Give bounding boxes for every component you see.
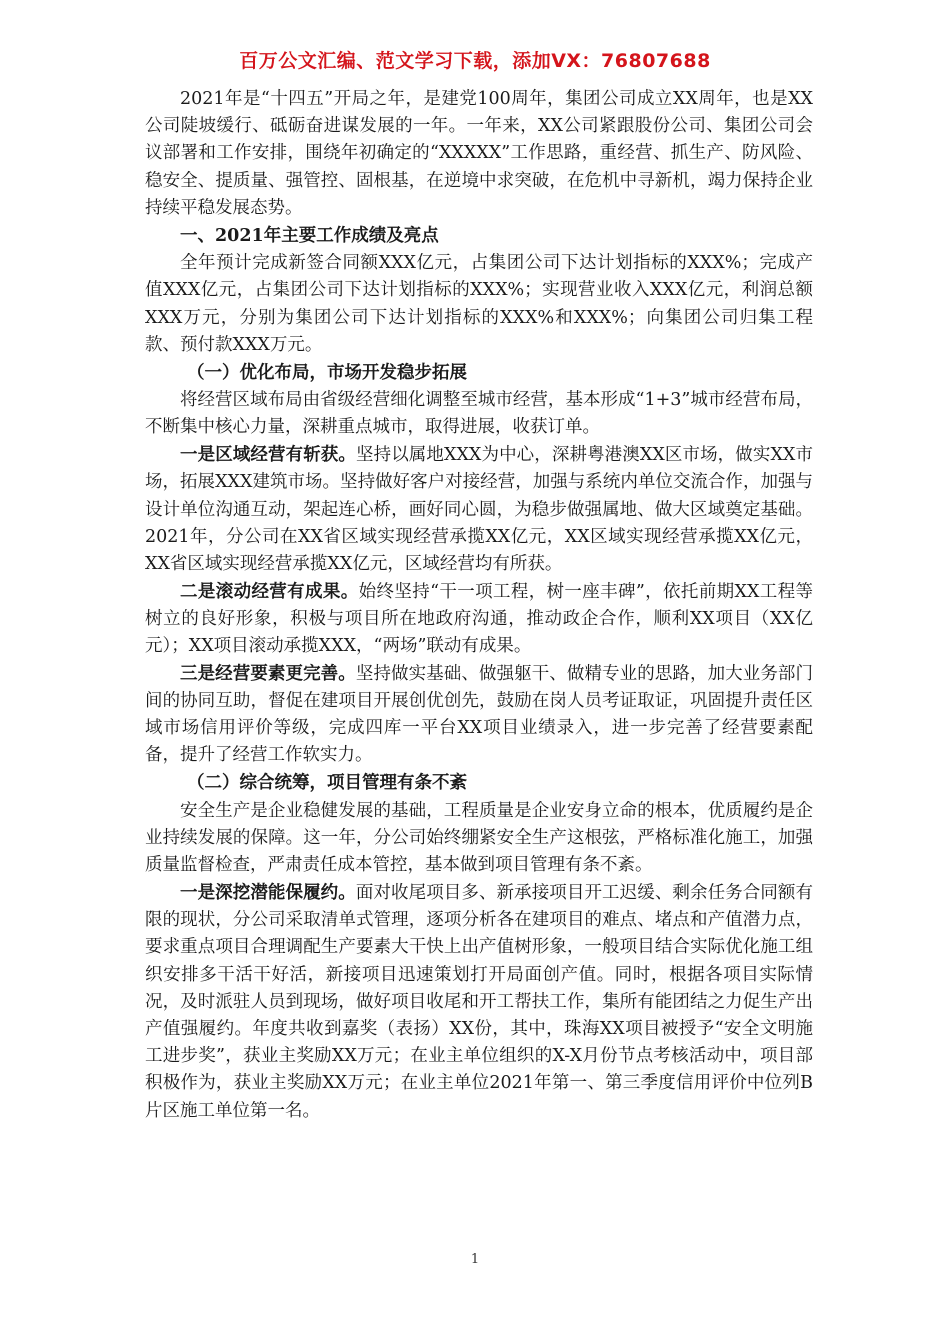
point-rolling-business xyxy=(145,579,813,661)
intro-paragraph: 2021年是“十四五”开局之年，是建党100周年，集团公司成立XX周年，也是XX公司陡坡缓行、砥砺奋进谋发展的一年。一年来，XX公司紧跟股份公司、集团公司会议部署和工作安排，围绕年初确定的“XXXXX”工作思路，重经营、抓生产、防风险、稳安全、提质量、强管控、固根基，在逆境中求突破，在危机中寻新机，竭力保持企业持续平稳发展态势。 xyxy=(145,89,813,218)
point-body: 坚持做实基础、做强躯干、做精专业的思路，加大业务部门间的协同互助，督促在建项目开展创优创先，鼓励在岗人员考证取证，巩固提升责任区域市场信用评价等级，完成四库一平台XX项目业绩录入，进一步完善了经营要素配备，提升了经营工作软实力。 xyxy=(145,663,814,766)
subsection-2-intro: 安全生产是企业稳健发展的基础，工程质量是企业安身立命的根本，优质履约是企业持续发展的保障。这一年，分公司始终绷紧安全生产这根弦，严格标准化施工，加强质量监督检查，严肃责任成本管控，基本做到项目管理有条不紊。 xyxy=(145,800,813,876)
point-body: 坚持以属地XXX为中心，深耕粤港澳XX区市场，做实XX市场，拓展XXX建筑市场。坚持做好客户对接经营，加强与系统内单位交流合作，加强与设计单位沟通互动，架起连心桥，画好同心圆，为稳步做强属地、做大区域奠定基础。2021年，分公司在XX省区域实现经营承揽XX亿元，XX区域实现经营承揽XX亿元，XX省区域实现经营承揽XX亿元，区域经营均有所获。 xyxy=(145,445,813,574)
point-lead: 一是区域经营有斩获。 xyxy=(180,445,356,466)
point-lead: 三是经营要素更完善。 xyxy=(180,663,356,684)
page-number: 1 xyxy=(470,1252,480,1267)
point-performance xyxy=(145,880,813,1125)
document-body xyxy=(145,86,813,1125)
summary-paragraph: 全年预计完成新签合同额XXX亿元，占集团公司下达计划指标的XXX%；完成产值XXX亿元，占集团公司下达计划指标的XXX%；实现营业收入XXX亿元，利润总额XXX万元，分别为集团公司下达计划指标的XXX%和XXX%；向集团公司归集工程款、预付款XXX万元。 xyxy=(145,253,813,355)
point-body: 始终坚持“干一项工程，树一座丰碑”，依托前期XX工程等树立的良好形象，积极与项目所在地政府沟通，推动政企合作，顺利XX项目（XX亿元）；XX项目滚动承揽XXX，“两场”联动有成果。 xyxy=(145,581,813,657)
point-lead: 一是深挖潜能保履约。 xyxy=(180,882,356,903)
point-lead: 二是滚动经营有成果。 xyxy=(180,581,359,602)
subsection-1-intro: 将经营区域布局由省级经营细化调整至城市经营，基本形成“1+3”城市经营布局，不断集中核心力量，深耕重点城市，取得进展，收获订单。 xyxy=(145,390,813,438)
point-regional-business xyxy=(145,442,813,578)
promo-banner: 百万公文汇编、范文学习下载，添加VX：76807688 xyxy=(239,50,711,72)
section-heading-1: 一、2021年主要工作成绩及亮点 xyxy=(180,225,439,246)
point-business-elements xyxy=(145,661,813,770)
point-body: 面对收尾项目多、新承接项目开工迟缓、剩余任务合同额有限的现状，分公司采取清单式管理，逐项分析各在建项目的难点、堵点和产值潜力点，要求重点项目合理调配生产要素大干快上出产值树形象，一般项目结合实际优化施工组织安排多干活干好活，新接项目迅速策划打开局面创产值。同时，根据各项目实际情况，及时派驻人员到现场，做好项目收尾和开工帮扶工作，集所有能团结之力促生产出产值强履约。年度共收到嘉奖（表扬）XX份，其中，珠海XX项目被授予“安全文明施工进步奖”，获业主奖励XX万元；在业主单位组织的X-X月份节点考核活动中，项目部积极作为，获业主奖励XX万元；在业主单位2021年第一、第三季度信用评价中位列B片区施工单位第一名。 xyxy=(145,882,814,1121)
subsection-heading-2: （二）综合统筹，项目管理有条不紊 xyxy=(187,773,467,794)
subsection-heading-1: （一）优化布局，市场开发稳步拓展 xyxy=(187,362,467,383)
